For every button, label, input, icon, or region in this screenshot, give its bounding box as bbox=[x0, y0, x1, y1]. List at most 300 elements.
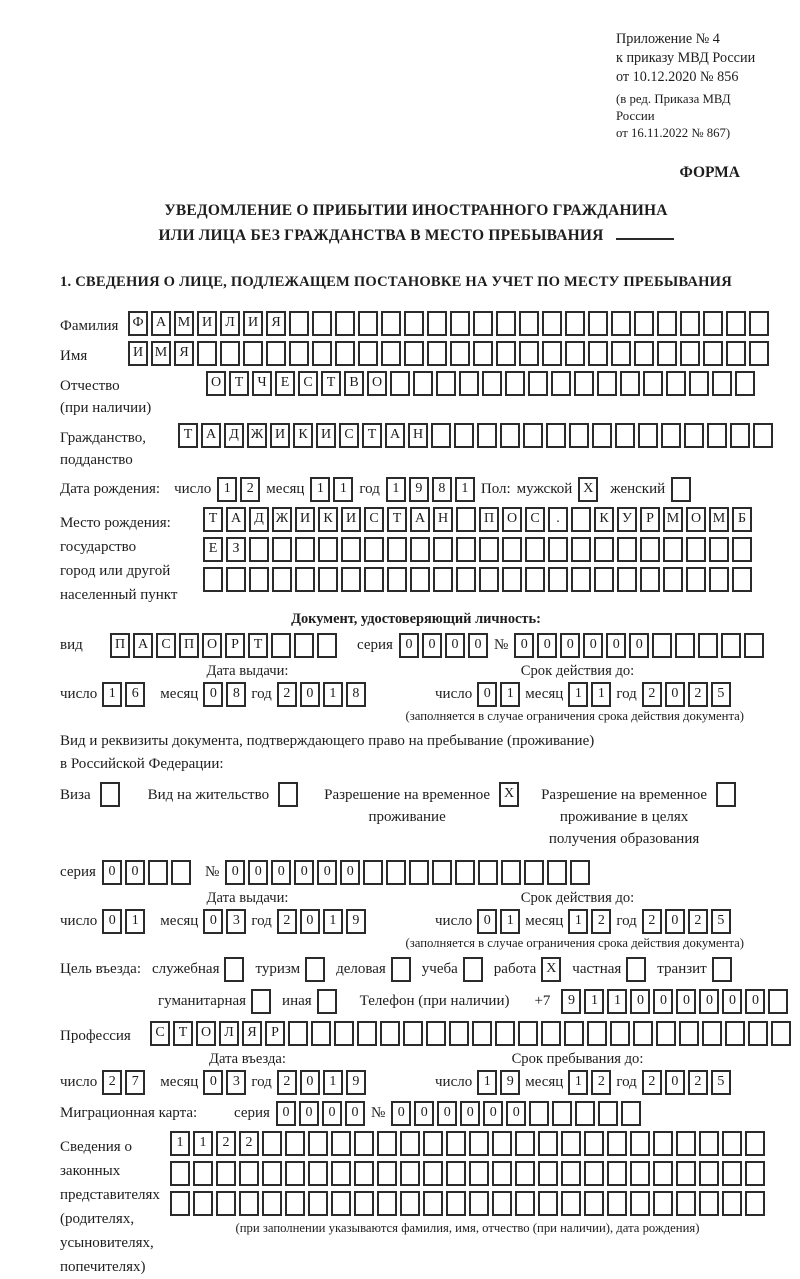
char-cell[interactable] bbox=[663, 567, 683, 592]
char-cell[interactable] bbox=[193, 1191, 213, 1216]
char-cell[interactable] bbox=[702, 1021, 722, 1046]
char-cell[interactable]: 1 bbox=[584, 989, 604, 1014]
char-cell[interactable] bbox=[610, 1021, 630, 1046]
char-cell[interactable] bbox=[569, 423, 589, 448]
char-cell[interactable] bbox=[699, 1161, 719, 1186]
char-cell[interactable] bbox=[744, 633, 764, 658]
char-cell[interactable] bbox=[473, 311, 493, 336]
char-cell[interactable] bbox=[675, 633, 695, 658]
char-cell[interactable]: Л bbox=[220, 311, 240, 336]
char-cell[interactable]: 1 bbox=[217, 477, 237, 502]
char-cell[interactable]: И bbox=[128, 341, 148, 366]
char-cell[interactable] bbox=[643, 371, 663, 396]
char-cell[interactable] bbox=[446, 1191, 466, 1216]
char-cell[interactable]: А bbox=[133, 633, 153, 658]
char-cell[interactable] bbox=[433, 537, 453, 562]
char-cell[interactable]: П bbox=[110, 633, 130, 658]
char-cell[interactable]: X bbox=[541, 957, 561, 982]
char-cell[interactable]: 1 bbox=[193, 1131, 213, 1156]
char-cell[interactable]: Е bbox=[275, 371, 295, 396]
char-cell[interactable]: Т bbox=[178, 423, 198, 448]
char-cell[interactable] bbox=[432, 860, 452, 885]
char-cell[interactable] bbox=[561, 1161, 581, 1186]
char-cell[interactable] bbox=[745, 1191, 765, 1216]
char-cell[interactable] bbox=[707, 423, 727, 448]
char-cell[interactable] bbox=[594, 537, 614, 562]
char-cell[interactable] bbox=[312, 311, 332, 336]
char-cell[interactable]: 3 bbox=[226, 909, 246, 934]
char-cell[interactable]: О bbox=[367, 371, 387, 396]
char-cell[interactable] bbox=[288, 1021, 308, 1046]
char-cell[interactable] bbox=[193, 1161, 213, 1186]
char-cell[interactable] bbox=[404, 311, 424, 336]
char-cell[interactable] bbox=[456, 507, 476, 532]
char-cell[interactable]: 0 bbox=[745, 989, 765, 1014]
char-cell[interactable]: С bbox=[339, 423, 359, 448]
char-cell[interactable]: 2 bbox=[591, 909, 611, 934]
char-cell[interactable]: 0 bbox=[483, 1101, 503, 1126]
char-cell[interactable]: 0 bbox=[560, 633, 580, 658]
char-cell[interactable] bbox=[473, 341, 493, 366]
char-cell[interactable]: 0 bbox=[102, 909, 122, 934]
char-cell[interactable]: Н bbox=[408, 423, 428, 448]
char-cell[interactable]: 6 bbox=[125, 682, 145, 707]
char-cell[interactable] bbox=[377, 1131, 397, 1156]
char-cell[interactable]: Т bbox=[387, 507, 407, 532]
char-cell[interactable] bbox=[768, 989, 788, 1014]
char-cell[interactable] bbox=[630, 1131, 650, 1156]
char-cell[interactable] bbox=[565, 311, 585, 336]
char-cell[interactable] bbox=[477, 423, 497, 448]
char-cell[interactable]: 0 bbox=[629, 633, 649, 658]
char-cell[interactable]: П bbox=[179, 633, 199, 658]
char-cell[interactable] bbox=[364, 567, 384, 592]
char-cell[interactable] bbox=[358, 311, 378, 336]
char-cell[interactable]: X bbox=[499, 782, 519, 807]
char-cell[interactable]: 0 bbox=[203, 682, 223, 707]
char-cell[interactable] bbox=[652, 633, 672, 658]
char-cell[interactable]: П bbox=[479, 507, 499, 532]
char-cell[interactable] bbox=[574, 371, 594, 396]
char-cell[interactable]: 1 bbox=[568, 1070, 588, 1095]
char-cell[interactable] bbox=[305, 957, 325, 982]
char-cell[interactable] bbox=[502, 537, 522, 562]
char-cell[interactable]: О bbox=[202, 633, 222, 658]
char-cell[interactable] bbox=[216, 1191, 236, 1216]
char-cell[interactable] bbox=[335, 341, 355, 366]
char-cell[interactable] bbox=[100, 782, 120, 807]
char-cell[interactable] bbox=[400, 1191, 420, 1216]
char-cell[interactable]: 0 bbox=[102, 860, 122, 885]
char-cell[interactable] bbox=[391, 957, 411, 982]
char-cell[interactable]: 1 bbox=[323, 909, 343, 934]
char-cell[interactable] bbox=[626, 957, 646, 982]
char-cell[interactable] bbox=[377, 1161, 397, 1186]
char-cell[interactable]: 2 bbox=[591, 1070, 611, 1095]
char-cell[interactable] bbox=[735, 371, 755, 396]
char-cell[interactable] bbox=[423, 1191, 443, 1216]
char-cell[interactable]: Я bbox=[266, 311, 286, 336]
char-cell[interactable]: А bbox=[151, 311, 171, 336]
char-cell[interactable] bbox=[597, 371, 617, 396]
char-cell[interactable]: 7 bbox=[125, 1070, 145, 1095]
char-cell[interactable]: 0 bbox=[665, 682, 685, 707]
char-cell[interactable] bbox=[607, 1191, 627, 1216]
char-cell[interactable] bbox=[469, 1131, 489, 1156]
char-cell[interactable] bbox=[584, 1191, 604, 1216]
char-cell[interactable] bbox=[423, 1131, 443, 1156]
char-cell[interactable]: И bbox=[295, 507, 315, 532]
char-cell[interactable]: Б bbox=[732, 507, 752, 532]
char-cell[interactable] bbox=[386, 860, 406, 885]
char-cell[interactable] bbox=[676, 1131, 696, 1156]
char-cell[interactable]: 2 bbox=[102, 1070, 122, 1095]
char-cell[interactable] bbox=[289, 341, 309, 366]
char-cell[interactable]: 1 bbox=[170, 1131, 190, 1156]
char-cell[interactable] bbox=[285, 1161, 305, 1186]
char-cell[interactable]: 0 bbox=[437, 1101, 457, 1126]
char-cell[interactable] bbox=[363, 860, 383, 885]
char-cell[interactable] bbox=[262, 1191, 282, 1216]
char-cell[interactable] bbox=[431, 423, 451, 448]
char-cell[interactable] bbox=[262, 1131, 282, 1156]
char-cell[interactable] bbox=[615, 423, 635, 448]
char-cell[interactable] bbox=[749, 341, 769, 366]
char-cell[interactable]: 0 bbox=[225, 860, 245, 885]
char-cell[interactable] bbox=[630, 1191, 650, 1216]
char-cell[interactable] bbox=[413, 371, 433, 396]
char-cell[interactable] bbox=[570, 860, 590, 885]
char-cell[interactable]: З bbox=[226, 537, 246, 562]
char-cell[interactable] bbox=[732, 537, 752, 562]
char-cell[interactable] bbox=[492, 1131, 512, 1156]
char-cell[interactable] bbox=[571, 567, 591, 592]
char-cell[interactable] bbox=[640, 567, 660, 592]
char-cell[interactable]: 0 bbox=[468, 633, 488, 658]
char-cell[interactable] bbox=[571, 537, 591, 562]
char-cell[interactable]: 0 bbox=[271, 860, 291, 885]
char-cell[interactable] bbox=[404, 341, 424, 366]
char-cell[interactable]: С bbox=[298, 371, 318, 396]
char-cell[interactable] bbox=[454, 423, 474, 448]
char-cell[interactable] bbox=[686, 537, 706, 562]
char-cell[interactable] bbox=[295, 537, 315, 562]
char-cell[interactable] bbox=[456, 537, 476, 562]
char-cell[interactable]: 9 bbox=[409, 477, 429, 502]
char-cell[interactable] bbox=[561, 1131, 581, 1156]
char-cell[interactable]: 5 bbox=[711, 1070, 731, 1095]
char-cell[interactable]: Е bbox=[203, 537, 223, 562]
char-cell[interactable] bbox=[427, 311, 447, 336]
char-cell[interactable] bbox=[427, 341, 447, 366]
char-cell[interactable] bbox=[684, 423, 704, 448]
char-cell[interactable] bbox=[548, 537, 568, 562]
char-cell[interactable] bbox=[666, 371, 686, 396]
char-cell[interactable]: 0 bbox=[300, 909, 320, 934]
char-cell[interactable] bbox=[671, 477, 691, 502]
char-cell[interactable] bbox=[552, 1101, 572, 1126]
char-cell[interactable] bbox=[716, 782, 736, 807]
char-cell[interactable] bbox=[312, 341, 332, 366]
char-cell[interactable] bbox=[538, 1131, 558, 1156]
char-cell[interactable] bbox=[709, 567, 729, 592]
char-cell[interactable] bbox=[592, 423, 612, 448]
char-cell[interactable] bbox=[436, 371, 456, 396]
char-cell[interactable]: М bbox=[709, 507, 729, 532]
char-cell[interactable] bbox=[364, 537, 384, 562]
char-cell[interactable] bbox=[377, 1191, 397, 1216]
char-cell[interactable] bbox=[538, 1161, 558, 1186]
char-cell[interactable] bbox=[433, 567, 453, 592]
char-cell[interactable]: К bbox=[293, 423, 313, 448]
char-cell[interactable]: Р bbox=[225, 633, 245, 658]
char-cell[interactable] bbox=[524, 860, 544, 885]
char-cell[interactable]: 5 bbox=[711, 909, 731, 934]
char-cell[interactable]: 1 bbox=[102, 682, 122, 707]
char-cell[interactable] bbox=[335, 311, 355, 336]
char-cell[interactable] bbox=[459, 371, 479, 396]
char-cell[interactable] bbox=[565, 341, 585, 366]
char-cell[interactable] bbox=[496, 341, 516, 366]
char-cell[interactable] bbox=[732, 567, 752, 592]
char-cell[interactable]: 9 bbox=[561, 989, 581, 1014]
char-cell[interactable]: С bbox=[364, 507, 384, 532]
char-cell[interactable]: 1 bbox=[333, 477, 353, 502]
char-cell[interactable] bbox=[726, 311, 746, 336]
char-cell[interactable] bbox=[334, 1021, 354, 1046]
char-cell[interactable]: 0 bbox=[477, 682, 497, 707]
char-cell[interactable] bbox=[653, 1131, 673, 1156]
char-cell[interactable]: 2 bbox=[240, 477, 260, 502]
char-cell[interactable]: 0 bbox=[203, 1070, 223, 1095]
char-cell[interactable]: Р bbox=[265, 1021, 285, 1046]
char-cell[interactable]: 1 bbox=[323, 1070, 343, 1095]
char-cell[interactable]: 0 bbox=[125, 860, 145, 885]
char-cell[interactable] bbox=[239, 1191, 259, 1216]
char-cell[interactable] bbox=[410, 537, 430, 562]
char-cell[interactable] bbox=[657, 341, 677, 366]
char-cell[interactable]: И bbox=[270, 423, 290, 448]
char-cell[interactable] bbox=[575, 1101, 595, 1126]
char-cell[interactable] bbox=[547, 860, 567, 885]
char-cell[interactable] bbox=[525, 567, 545, 592]
char-cell[interactable]: 0 bbox=[665, 909, 685, 934]
char-cell[interactable] bbox=[479, 567, 499, 592]
char-cell[interactable] bbox=[203, 567, 223, 592]
char-cell[interactable] bbox=[295, 567, 315, 592]
char-cell[interactable] bbox=[699, 1191, 719, 1216]
char-cell[interactable] bbox=[357, 1021, 377, 1046]
char-cell[interactable] bbox=[495, 1021, 515, 1046]
char-cell[interactable] bbox=[633, 1021, 653, 1046]
char-cell[interactable] bbox=[730, 423, 750, 448]
char-cell[interactable] bbox=[523, 423, 543, 448]
char-cell[interactable] bbox=[656, 1021, 676, 1046]
char-cell[interactable] bbox=[381, 311, 401, 336]
char-cell[interactable]: 1 bbox=[125, 909, 145, 934]
char-cell[interactable] bbox=[607, 1161, 627, 1186]
char-cell[interactable] bbox=[680, 311, 700, 336]
char-cell[interactable] bbox=[285, 1191, 305, 1216]
char-cell[interactable]: 2 bbox=[688, 1070, 708, 1095]
char-cell[interactable]: . bbox=[548, 507, 568, 532]
char-cell[interactable] bbox=[638, 423, 658, 448]
char-cell[interactable]: Т bbox=[173, 1021, 193, 1046]
char-cell[interactable] bbox=[753, 423, 773, 448]
char-cell[interactable] bbox=[621, 1101, 641, 1126]
char-cell[interactable]: Д bbox=[224, 423, 244, 448]
char-cell[interactable]: Т bbox=[229, 371, 249, 396]
char-cell[interactable] bbox=[341, 567, 361, 592]
char-cell[interactable]: 2 bbox=[642, 682, 662, 707]
char-cell[interactable]: 0 bbox=[248, 860, 268, 885]
char-cell[interactable]: 0 bbox=[506, 1101, 526, 1126]
char-cell[interactable] bbox=[502, 567, 522, 592]
char-cell[interactable] bbox=[709, 537, 729, 562]
char-cell[interactable] bbox=[272, 567, 292, 592]
char-cell[interactable] bbox=[617, 567, 637, 592]
char-cell[interactable] bbox=[289, 311, 309, 336]
char-cell[interactable] bbox=[525, 537, 545, 562]
char-cell[interactable] bbox=[251, 989, 271, 1014]
char-cell[interactable] bbox=[446, 1131, 466, 1156]
char-cell[interactable] bbox=[542, 311, 562, 336]
char-cell[interactable] bbox=[472, 1021, 492, 1046]
char-cell[interactable] bbox=[450, 311, 470, 336]
char-cell[interactable] bbox=[598, 1101, 618, 1126]
char-cell[interactable]: Н bbox=[433, 507, 453, 532]
char-cell[interactable]: Ч bbox=[252, 371, 272, 396]
char-cell[interactable] bbox=[331, 1191, 351, 1216]
char-cell[interactable] bbox=[354, 1131, 374, 1156]
char-cell[interactable] bbox=[446, 1161, 466, 1186]
char-cell[interactable] bbox=[220, 341, 240, 366]
char-cell[interactable] bbox=[745, 1131, 765, 1156]
char-cell[interactable]: 0 bbox=[537, 633, 557, 658]
char-cell[interactable] bbox=[617, 537, 637, 562]
char-cell[interactable] bbox=[410, 567, 430, 592]
char-cell[interactable] bbox=[482, 371, 502, 396]
char-cell[interactable]: К bbox=[594, 507, 614, 532]
char-cell[interactable] bbox=[689, 371, 709, 396]
char-cell[interactable] bbox=[611, 311, 631, 336]
char-cell[interactable]: 0 bbox=[460, 1101, 480, 1126]
char-cell[interactable] bbox=[528, 371, 548, 396]
char-cell[interactable] bbox=[354, 1161, 374, 1186]
char-cell[interactable] bbox=[538, 1191, 558, 1216]
char-cell[interactable] bbox=[620, 371, 640, 396]
char-cell[interactable] bbox=[317, 989, 337, 1014]
char-cell[interactable]: Т bbox=[203, 507, 223, 532]
char-cell[interactable] bbox=[449, 1021, 469, 1046]
char-cell[interactable]: 8 bbox=[226, 682, 246, 707]
char-cell[interactable]: А bbox=[385, 423, 405, 448]
char-cell[interactable] bbox=[271, 633, 291, 658]
char-cell[interactable] bbox=[387, 537, 407, 562]
char-cell[interactable] bbox=[722, 1131, 742, 1156]
char-cell[interactable] bbox=[584, 1131, 604, 1156]
char-cell[interactable] bbox=[676, 1161, 696, 1186]
char-cell[interactable]: 0 bbox=[477, 909, 497, 934]
char-cell[interactable] bbox=[712, 371, 732, 396]
char-cell[interactable] bbox=[500, 423, 520, 448]
char-cell[interactable] bbox=[634, 341, 654, 366]
char-cell[interactable] bbox=[698, 633, 718, 658]
char-cell[interactable]: И bbox=[197, 311, 217, 336]
char-cell[interactable]: 1 bbox=[323, 682, 343, 707]
char-cell[interactable] bbox=[318, 567, 338, 592]
char-cell[interactable] bbox=[541, 1021, 561, 1046]
char-cell[interactable]: 1 bbox=[477, 1070, 497, 1095]
char-cell[interactable] bbox=[358, 341, 378, 366]
char-cell[interactable] bbox=[679, 1021, 699, 1046]
char-cell[interactable]: 0 bbox=[322, 1101, 342, 1126]
char-cell[interactable]: Т bbox=[248, 633, 268, 658]
char-cell[interactable]: 2 bbox=[688, 682, 708, 707]
char-cell[interactable] bbox=[587, 1021, 607, 1046]
char-cell[interactable] bbox=[387, 567, 407, 592]
char-cell[interactable]: Т bbox=[321, 371, 341, 396]
char-cell[interactable]: Л bbox=[219, 1021, 239, 1046]
char-cell[interactable]: И bbox=[243, 311, 263, 336]
char-cell[interactable] bbox=[294, 633, 314, 658]
char-cell[interactable]: М bbox=[174, 311, 194, 336]
char-cell[interactable] bbox=[722, 1191, 742, 1216]
char-cell[interactable]: 0 bbox=[699, 989, 719, 1014]
char-cell[interactable] bbox=[680, 341, 700, 366]
char-cell[interactable]: Ж bbox=[272, 507, 292, 532]
char-cell[interactable] bbox=[239, 1161, 259, 1186]
char-cell[interactable]: 2 bbox=[642, 909, 662, 934]
char-cell[interactable]: 0 bbox=[665, 1070, 685, 1095]
char-cell[interactable] bbox=[519, 311, 539, 336]
char-cell[interactable] bbox=[492, 1191, 512, 1216]
char-cell[interactable]: 0 bbox=[583, 633, 603, 658]
char-cell[interactable]: 9 bbox=[346, 909, 366, 934]
char-cell[interactable] bbox=[226, 567, 246, 592]
char-cell[interactable] bbox=[197, 341, 217, 366]
char-cell[interactable]: 2 bbox=[277, 682, 297, 707]
char-cell[interactable]: 0 bbox=[399, 633, 419, 658]
char-cell[interactable] bbox=[515, 1131, 535, 1156]
char-cell[interactable] bbox=[318, 537, 338, 562]
char-cell[interactable]: И bbox=[316, 423, 336, 448]
char-cell[interactable]: 1 bbox=[500, 909, 520, 934]
char-cell[interactable] bbox=[594, 567, 614, 592]
char-cell[interactable]: 0 bbox=[391, 1101, 411, 1126]
char-cell[interactable] bbox=[561, 1191, 581, 1216]
char-cell[interactable] bbox=[380, 1021, 400, 1046]
char-cell[interactable]: 0 bbox=[722, 989, 742, 1014]
char-cell[interactable] bbox=[546, 423, 566, 448]
char-cell[interactable]: 0 bbox=[514, 633, 534, 658]
char-cell[interactable]: Я bbox=[174, 341, 194, 366]
char-cell[interactable] bbox=[699, 1131, 719, 1156]
char-cell[interactable] bbox=[224, 957, 244, 982]
char-cell[interactable] bbox=[607, 1131, 627, 1156]
char-cell[interactable]: 1 bbox=[568, 682, 588, 707]
char-cell[interactable]: 0 bbox=[445, 633, 465, 658]
char-cell[interactable]: О bbox=[502, 507, 522, 532]
char-cell[interactable]: 1 bbox=[310, 477, 330, 502]
char-cell[interactable]: 0 bbox=[317, 860, 337, 885]
char-cell[interactable]: 8 bbox=[432, 477, 452, 502]
char-cell[interactable]: А bbox=[226, 507, 246, 532]
char-cell[interactable]: А bbox=[410, 507, 430, 532]
char-cell[interactable] bbox=[505, 371, 525, 396]
char-cell[interactable] bbox=[515, 1191, 535, 1216]
char-cell[interactable] bbox=[588, 311, 608, 336]
